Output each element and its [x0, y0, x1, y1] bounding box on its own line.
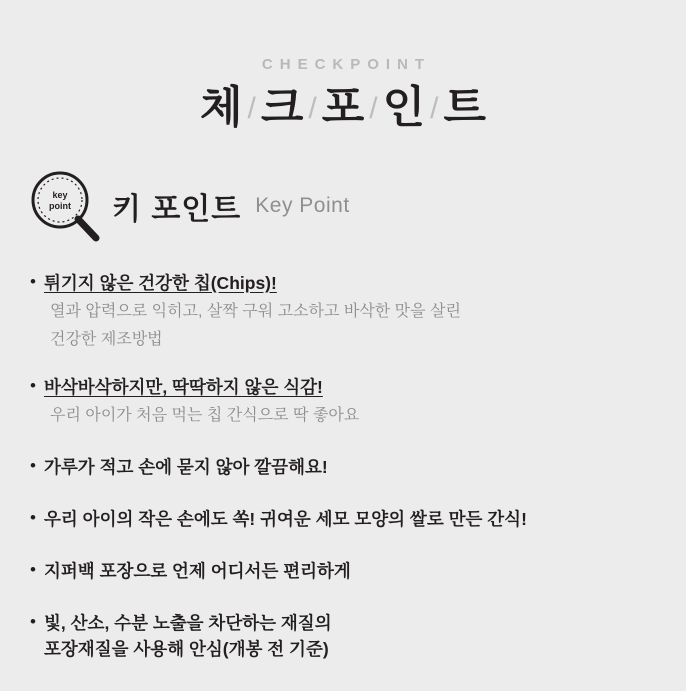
title-char-2: 크	[260, 83, 304, 132]
bullet-headline: 지퍼백 포장으로 언제 어디서든 편리하게	[44, 560, 351, 581]
list-item	[30, 558, 660, 584]
bullet-marker: •	[30, 559, 36, 579]
page-title	[0, 83, 686, 134]
bullet-headline-second-line: 포장재질을 사용해 안심(개봉 전 기준)	[44, 638, 329, 659]
bullet-subline: 열과 압력으로 익히고, 살짝 구워 고소하고 바삭한 맛을 살린	[50, 302, 461, 320]
bullet-body	[44, 558, 660, 584]
eyebrow-label: CHECKPOINT	[261, 56, 432, 73]
bullet-subline: 건강한 제조방법	[50, 330, 163, 348]
list-item	[30, 454, 660, 480]
keypoint-label-ko: 키 포인트	[112, 192, 242, 226]
bullet-marker: •	[30, 507, 36, 527]
bullet-headline: 바삭바삭하지만, 딱딱하지 않은 식감!	[44, 376, 323, 397]
bullet-headline: 빛, 산소, 수분 노출을 차단하는 재질의	[44, 612, 332, 633]
list-item	[30, 270, 660, 352]
list-item	[30, 610, 660, 662]
title-char-4: 인	[382, 83, 426, 132]
bullet-subline: 우리 아이가 처음 먹는 칩 간식으로 딱 좋아요	[50, 406, 360, 424]
bullet-body	[44, 270, 660, 352]
bullet-marker: •	[30, 455, 36, 475]
svg-text:point: point	[49, 200, 71, 211]
magnifier-icon	[26, 168, 102, 244]
title-separator-1: /	[247, 92, 256, 125]
bullet-list	[0, 270, 686, 662]
title-separator-3: /	[369, 92, 378, 125]
title-char-5: 트	[443, 83, 486, 132]
bullet-headline: 튀기지 않은 건강한 칩(Chips)!	[44, 272, 277, 293]
page-header	[0, 0, 686, 134]
keypoint-label-en: Key Point	[255, 193, 350, 217]
title-char-1: 체	[200, 83, 243, 132]
title-separator-2: /	[308, 92, 317, 125]
list-item	[30, 506, 660, 532]
bullet-headline: 가루가 적고 손에 묻지 않아 깔끔해요!	[44, 456, 328, 477]
keypoint-heading	[0, 168, 686, 244]
svg-text:key: key	[52, 189, 68, 200]
bullet-body	[44, 506, 660, 532]
bullet-headline: 우리 아이의 작은 손에도 쏙! 귀여운 세모 모양의 쌀로 만든 간식!	[44, 508, 527, 529]
title-char-3: 포	[321, 83, 365, 132]
bullet-marker: •	[30, 375, 36, 395]
bullet-marker: •	[30, 271, 36, 291]
list-item	[30, 374, 660, 428]
bullet-body	[44, 374, 660, 428]
bullet-body	[44, 610, 660, 662]
title-separator-4: /	[430, 92, 439, 125]
bullet-marker: •	[30, 611, 36, 631]
bullet-body	[44, 454, 660, 480]
